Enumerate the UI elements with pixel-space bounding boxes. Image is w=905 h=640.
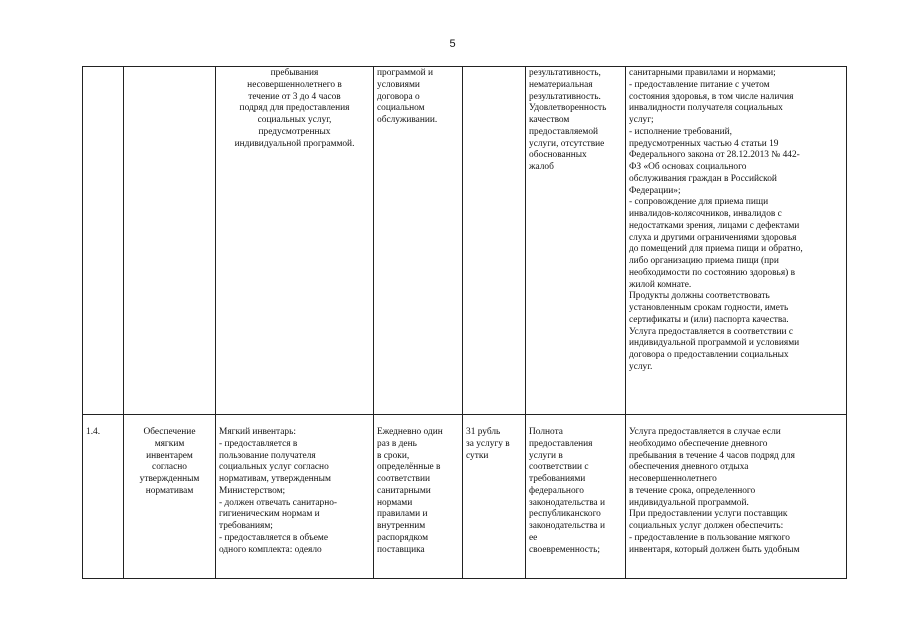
- text-line: обеспечения дневного отдыха: [629, 462, 749, 473]
- text-line: - предоставление в пользование мягкого: [629, 532, 790, 543]
- cell-number: [83, 67, 124, 415]
- text-line: инвалидов-колясочников, инвалидов с: [629, 209, 782, 219]
- text-line: требованиям;: [219, 521, 273, 531]
- text-line: инвентаря, который должен быть удобным: [629, 544, 800, 555]
- text-line: обоснованных: [529, 150, 587, 161]
- text-line: нематериальная: [529, 79, 593, 90]
- cell-number: [83, 415, 124, 579]
- text-line: услуги в: [529, 450, 563, 461]
- text-line: Полнота: [529, 427, 563, 437]
- text-line: - предоставление питание с учетом: [629, 79, 770, 90]
- text-line: необходимо обеспечение дневного: [629, 438, 768, 449]
- text-line: предусмотренных частью 4 статьи 19: [629, 138, 779, 149]
- text-line: предоставления: [529, 438, 593, 449]
- text-line: подряд для предоставления: [239, 103, 350, 114]
- text-line: нормами: [377, 497, 413, 508]
- text-line: социальных услуг должен обеспечить:: [629, 521, 784, 531]
- text-line: - исполнение требований,: [629, 126, 732, 137]
- text-line: нормативам, утвержденным: [219, 474, 331, 484]
- text-line: за услугу в: [466, 438, 510, 449]
- text-line: соответствии с: [529, 462, 589, 473]
- text-line: необходимости по состоянию здоровья) в: [629, 267, 796, 278]
- table-row: [83, 415, 847, 579]
- text-line: Министерством;: [219, 485, 286, 496]
- text-line: - сопровождение для приема пищи: [629, 197, 769, 208]
- text-line: распорядком: [377, 532, 429, 543]
- text-line: пользование получателя: [219, 450, 316, 461]
- text-line: индивидуальной программой.: [234, 138, 355, 149]
- text-line: Удовлетворенность: [529, 103, 607, 114]
- text-line: - предоставляется в объеме: [219, 532, 329, 543]
- cell-indicators: [526, 67, 626, 415]
- text-line: санитарными: [377, 485, 431, 496]
- text-line: состояния здоровья, в том числе наличия: [629, 91, 794, 102]
- text-line: услуг.: [629, 361, 653, 372]
- text-line: нормативам: [145, 485, 194, 496]
- text-line: недостатками зрения, лицами с дефектами: [629, 220, 800, 231]
- text-line: договора о: [377, 91, 420, 102]
- text-line: услуги, отсутствие: [529, 138, 605, 149]
- text-line: жилой комнате.: [629, 279, 692, 290]
- cell-price: [463, 415, 526, 579]
- cell-indicators: [526, 415, 626, 579]
- cell-term: [374, 67, 463, 415]
- text-line: ФЗ «Об основах социального: [629, 162, 747, 172]
- text-block: [219, 68, 370, 150]
- text-line: социальных услуг согласно: [219, 462, 329, 473]
- text-line: законодательства и: [529, 521, 606, 531]
- text-line: согласно: [152, 462, 187, 473]
- text-line: ее: [529, 532, 538, 543]
- text-line: пребывания в течение 4 часов подряд для: [629, 450, 795, 461]
- text-line: индивидуальной программой.: [629, 497, 749, 508]
- text-line: соответствии: [377, 474, 430, 484]
- text-line: Продукты должны соответствовать: [629, 291, 770, 302]
- cell-service-name: [124, 415, 216, 579]
- text-line: определённые в: [377, 462, 441, 473]
- text-line: Услуга предоставляется в случае если: [629, 427, 781, 437]
- text-line: пребывания: [270, 68, 319, 78]
- text-line: в сроки,: [377, 450, 410, 461]
- cell-price: [463, 67, 526, 415]
- cell-service-name: [124, 67, 216, 415]
- text-line: Обеспечение: [143, 427, 196, 437]
- text-line: договора о предоставлении социальных: [629, 350, 789, 360]
- text-line: социальном: [377, 103, 425, 114]
- table-row: [83, 67, 847, 415]
- text-line: республиканского: [529, 509, 601, 520]
- text-line: либо организацию приема пищи (при: [629, 256, 779, 266]
- text-line: программой и: [377, 68, 434, 78]
- text-line: внутренним: [377, 521, 426, 531]
- text-line: качеством: [529, 115, 570, 125]
- text-line: обслуживания граждан в Российской: [629, 173, 777, 184]
- text-line: Федерального закона от 28.12.2013 № 442-: [629, 150, 800, 161]
- text-line: несовершеннолетнего в: [247, 79, 342, 90]
- services-table: [82, 66, 847, 579]
- text-line: 31 рубль: [466, 427, 501, 437]
- text-line: Услуга предоставляется в соответствии с: [629, 326, 794, 337]
- text-line: утвержденным: [139, 474, 200, 484]
- text-line: течение от 3 до 4 часов: [248, 91, 341, 102]
- text-line: правилами и: [377, 509, 428, 520]
- text-line: в течение срока, определенного: [629, 485, 756, 496]
- text-line: индивидуальной программой и условиями: [629, 338, 800, 349]
- text-line: Федерации»;: [629, 185, 681, 196]
- item-number: 1.4.: [86, 427, 101, 437]
- page-number: 5: [449, 38, 456, 50]
- text-line: социальных услуг,: [257, 115, 332, 125]
- cell-conditions: [626, 415, 847, 579]
- text-line: условиями: [377, 79, 420, 90]
- text-line: поставщика: [377, 544, 425, 555]
- text-line: сертификаты и (или) паспорта качества.: [629, 314, 789, 325]
- text-line: обслуживании.: [377, 115, 438, 125]
- text-line: одного комплекта: одеяло: [219, 544, 322, 555]
- text-line: результативность,: [529, 68, 601, 78]
- text-line: жалоб: [529, 162, 554, 172]
- text-line: Ежедневно один: [377, 427, 443, 437]
- text-line: слуха и другими ограничениями здоровья: [629, 232, 797, 243]
- cell-term: [374, 415, 463, 579]
- cell-service-description: [216, 415, 374, 579]
- text-block: [127, 427, 212, 498]
- text-line: несовершеннолетнего: [629, 474, 717, 484]
- text-line: своевременность;: [529, 544, 600, 555]
- text-line: санитарными правилами и нормами;: [629, 68, 776, 78]
- text-line: требованиями: [529, 474, 586, 484]
- text-line: инвентарем: [146, 450, 193, 461]
- text-line: сутки: [466, 450, 489, 461]
- text-line: предусмотренных: [258, 126, 331, 137]
- text-line: предоставляемой: [529, 126, 599, 137]
- text-line: услуг;: [629, 115, 654, 125]
- text-line: Мягкий инвентарь:: [219, 427, 296, 437]
- text-line: гигиеническим нормам и: [219, 509, 320, 520]
- text-line: до помещений для приема пищи и обратно,: [629, 244, 803, 255]
- text-line: федерального: [529, 485, 584, 496]
- text-line: результативность.: [529, 91, 601, 102]
- text-line: - предоставляется в: [219, 438, 298, 449]
- text-line: мягким: [154, 438, 185, 449]
- text-line: законодательства и: [529, 497, 606, 508]
- text-line: инвалидности получателя социальных: [629, 103, 783, 114]
- text-line: установленным срокам годности, иметь: [629, 303, 789, 313]
- text-line: При предоставлении услуги поставщик: [629, 509, 788, 520]
- text-line: - должен отвечать санитарно-: [219, 497, 338, 508]
- text-line: раз в день: [377, 438, 417, 449]
- cell-conditions: [626, 67, 847, 415]
- cell-service-description: [216, 67, 374, 415]
